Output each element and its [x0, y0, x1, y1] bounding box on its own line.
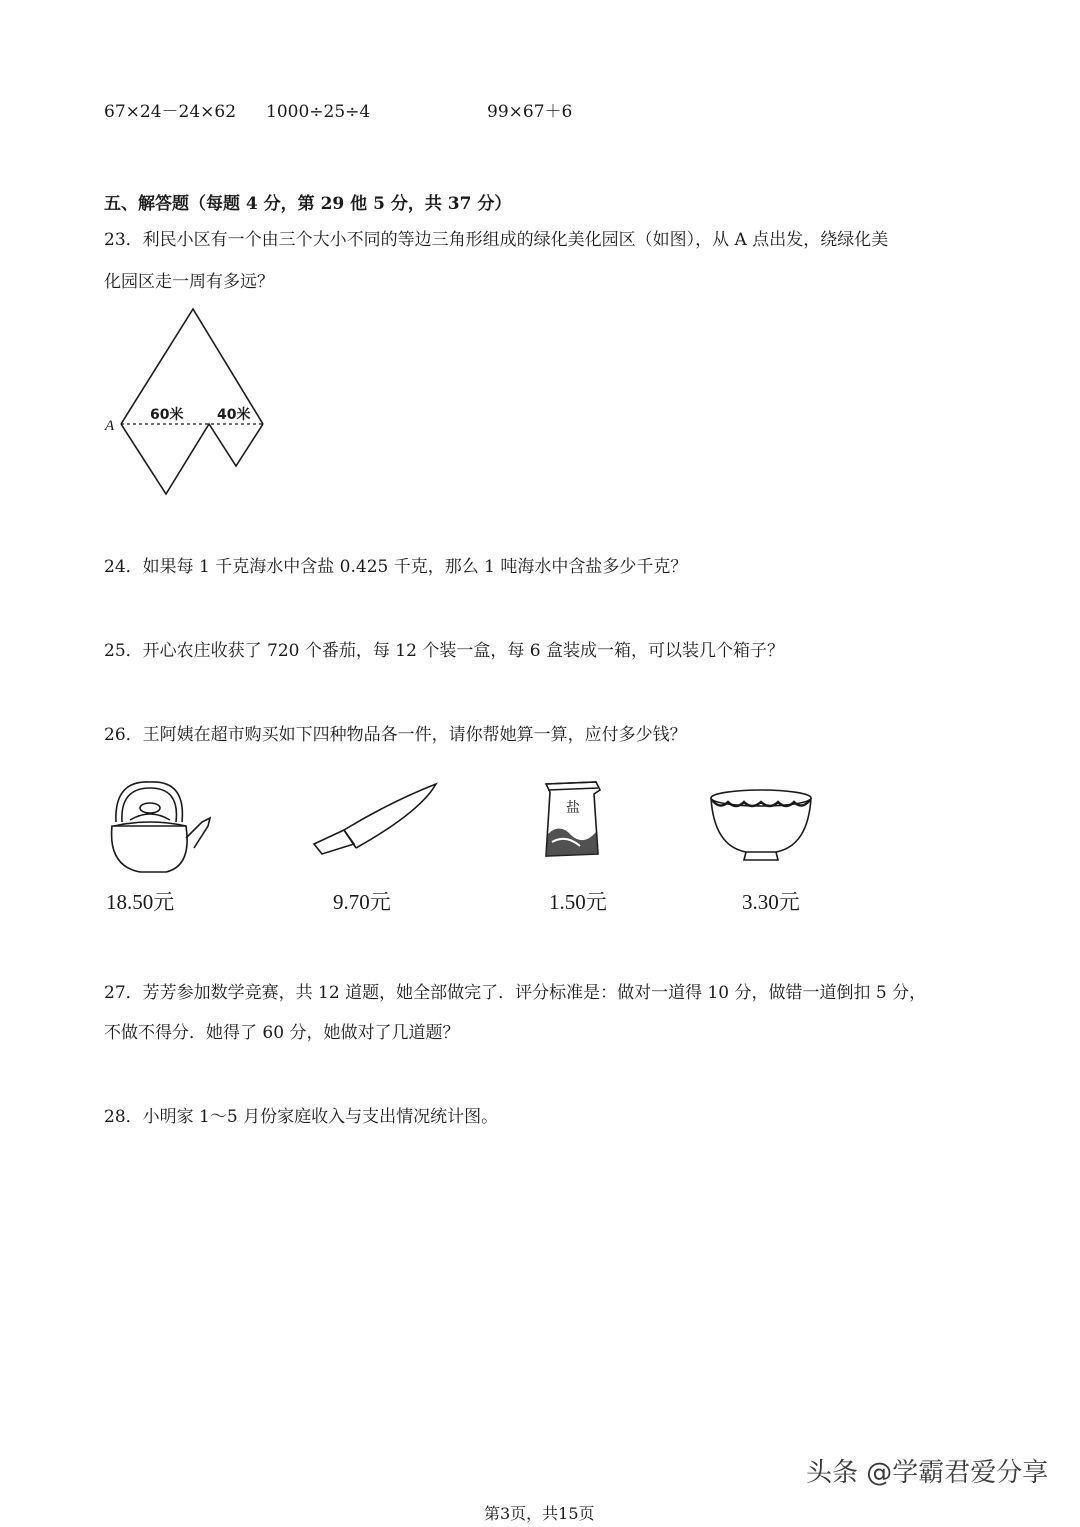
q23-line-1: 23．利民小区有一个由三个大小不同的等边三角形组成的绿化美化园区（如图），从 A 点出发，绕绿化美 — [104, 230, 889, 250]
knife-icon — [310, 782, 440, 854]
kettle-price: 18.50元 — [106, 890, 175, 914]
watermark: 头条 @学霸君爱分享 — [806, 1458, 1049, 1488]
page-number: 第3页，共15页 — [484, 1504, 595, 1523]
q28-text: 28．小明家 1～5 月份家庭收入与支出情况统计图。 — [104, 1107, 499, 1127]
kettle-icon — [100, 778, 220, 878]
segment-60-label: 60米 — [150, 407, 184, 423]
q25-text: 25．开心农庄收获了 720 个番茄，每 12 个装一盒，每 6 盒装成一箱，可以装几个箱子？ — [104, 641, 784, 661]
segment-40-label: 40米 — [217, 407, 251, 423]
salt-bag-label: 盐 — [566, 800, 580, 816]
q26-text: 26．王阿姨在超市购买如下四种物品各一件，请你帮她算一算，应付多少钱？ — [104, 725, 687, 745]
q27-line-2: 不做不得分．她得了 60 分，她做对了几道题？ — [104, 1023, 460, 1043]
salt-price: 1.50元 — [549, 890, 607, 914]
section-heading: 五、解答题（每题 4 分，第 29 他 5 分，共 37 分） — [104, 194, 512, 214]
knife-price: 9.70元 — [333, 890, 391, 914]
calc-expression-2: 1000÷25÷4 — [266, 102, 371, 122]
q27-line-1: 27．芳芳参加数学竞赛，共 12 道题，她全部做完了．评分标准是：做对一道得 10 分，做错一道倒扣 5 分， — [104, 983, 927, 1003]
bowl-icon — [706, 788, 816, 864]
calc-expression-1: 67×24－24×62 — [104, 102, 237, 122]
salt-bag-icon — [540, 778, 606, 860]
point-a-label: A — [105, 418, 115, 434]
q24-text: 24．如果每 1 千克海水中含盐 0.425 千克，那么 1 吨海水中含盐多少千克？ — [104, 557, 688, 577]
calc-expression-3: 99×67＋6 — [487, 102, 573, 122]
bowl-price: 3.30元 — [742, 890, 800, 914]
q23-line-2: 化园区走一周有多远？ — [104, 272, 274, 292]
